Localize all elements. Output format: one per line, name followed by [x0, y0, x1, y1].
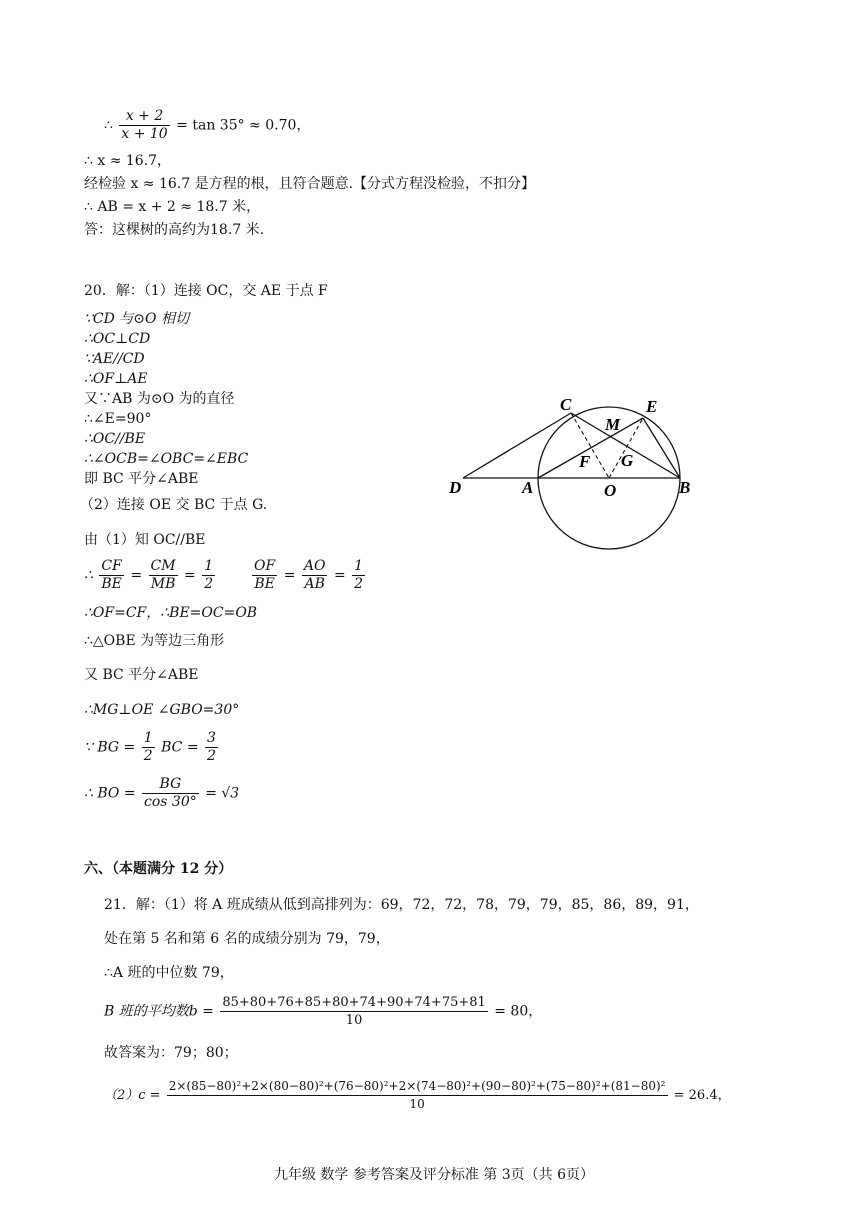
- q20-step: ∴OF⊥AE: [84, 371, 148, 387]
- q20-step: ∴△OBE 为等边三角形: [84, 633, 225, 649]
- label-o: O: [604, 481, 617, 500]
- q20-step: ∴∠E=90°: [84, 411, 152, 427]
- label-m: M: [605, 415, 621, 434]
- q19-line-3: 经检验 x ≈ 16.7 是方程的根，且符合题意.【分式方程没检验，不扣分】: [84, 176, 536, 192]
- q20-part2: （2）连接 OE 交 BC 于点 G.: [80, 497, 268, 513]
- q20-step: 又∵AB 为⊙O 为的直径: [84, 391, 235, 407]
- label-b: B: [679, 478, 691, 497]
- fraction: $\frac{CM}{MB}$: [150, 558, 176, 592]
- q20-step: 由（1）知 OC//BE: [84, 532, 206, 548]
- fraction: $\frac{OF}{BE}$: [254, 558, 276, 592]
- q20-bo-line: ∴ BO = $\frac{BG}{\cos 30^\circ}$ = √3: [84, 776, 240, 810]
- fraction: $\frac{1}{2}$: [354, 558, 364, 592]
- page-footer: 九年级 数学 参考答案及评分标准 第 3页（共 6页）: [273, 1167, 595, 1183]
- q21-mean-line: B 班的平均数b = $\frac{85+80+76+85+80+74+90+74+75+81}{10}$ = 80，: [104, 995, 543, 1028]
- label-f: F: [579, 452, 591, 471]
- label-e: E: [646, 397, 658, 416]
- q21-line-3: ∴A 班的中位数 79，: [104, 965, 234, 981]
- fraction: $\frac{BG}{\cos 30^\circ}$: [144, 776, 197, 810]
- q20-step: ∴OC⊥CD: [84, 331, 151, 347]
- q20-step: ∵AE//CD: [84, 351, 145, 367]
- q20-step: ∵CD 与⊙O 相切: [84, 311, 189, 327]
- q19-line-2: ∴ x ≈ 16.7，: [84, 153, 172, 169]
- q21-line-1: 21．解：（1）将 A 班成绩从低到高排列为：69，72，72，78，79，79，85，86，89，91，: [104, 897, 699, 913]
- fraction: $\frac{1}{2}$: [143, 730, 153, 764]
- line-eb: [643, 418, 680, 478]
- fraction: $\frac{CF}{BE}$: [101, 558, 122, 592]
- q19-line-4: ∴ AB = x + 2 ≈ 18.7 米，: [84, 199, 261, 215]
- q20-step: ∴OC//BE: [84, 431, 146, 447]
- fraction: 2×(85−80)²+2×(80−80)²+(76−80)²+2×(74−80)²+(90−80)²+(75−80)²+(81−80)² 10: [168, 1079, 666, 1111]
- label-g: G: [621, 451, 634, 470]
- q19-answer: 答：这棵树的高约为18.7 米.: [84, 222, 265, 238]
- q20-step: ∴MG⊥OE ∠GBO=30°: [84, 702, 240, 718]
- section-6-heading: 六、（本题满分 12 分）: [84, 861, 233, 877]
- label-d: D: [449, 478, 462, 497]
- q21-variance-line: （2）c = 2×(85−80)²+2×(80−80)²+(76−80)²+2×(74−80)²+(90−80)²+(75−80)²+(81−80)² 10 = 26.4，: [104, 1079, 731, 1111]
- label-c: C: [560, 395, 572, 414]
- fraction: $\frac{x + 2}{x + 10}$: [121, 108, 168, 142]
- q20-step: 又 BC 平分∠ABE: [84, 667, 199, 683]
- q20-title: 20．解：（1）连接 OC，交 AE 于点 F: [84, 283, 328, 299]
- fraction: $\frac{AO}{AB}$: [303, 558, 326, 592]
- q19-line-1: ∴ $\frac{x + 2}{x + 10}$ = tan 35° ≈ 0.70，: [104, 108, 311, 142]
- fraction: $\frac{1}{2}$: [204, 558, 214, 592]
- q20-step: ∴OF=CF，∴BE=OC=OB: [84, 605, 258, 621]
- q21-line-5: 故答案为：79；80；: [104, 1045, 238, 1061]
- fraction: $\frac{3}{2}$: [207, 730, 216, 764]
- geometry-figure: [440, 390, 710, 560]
- label-a: A: [522, 478, 534, 497]
- q20-bg-line: ∵ BG = $\frac{1}{2}$ BC = $\frac{3}{2}$: [84, 730, 216, 764]
- fraction: $\frac{85+80+76+85+80+74+90+74+75+81}{10}$: [222, 995, 486, 1028]
- q20-step: ∴∠OCB=∠OBC=∠EBC: [84, 451, 249, 467]
- q20-ratio-line: ∴ $\frac{CF}{BE}$ = $\frac{CM}{MB}$ = $\frac{1}{2}$ $\frac{OF}{BE}$ = $\frac{AO}{AB}$ = $\frac{1}{2}$: [84, 558, 364, 592]
- q21-line-2: 处在第 5 名和第 6 名的成绩分别为 79，79，: [104, 931, 390, 947]
- q20-step: 即 BC 平分∠ABE: [84, 471, 199, 487]
